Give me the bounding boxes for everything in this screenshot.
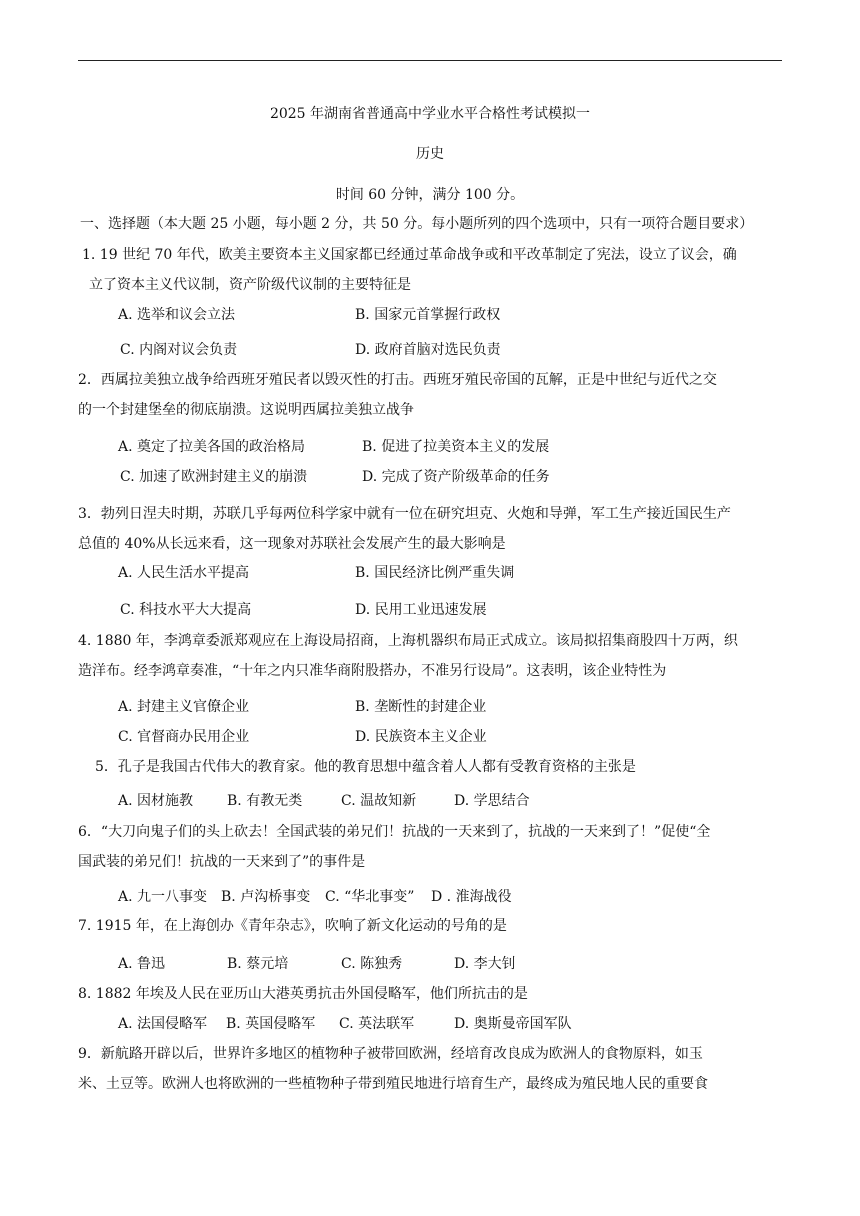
option-a[interactable]: A. 奠定了拉美各国的政治格局 <box>118 439 306 455</box>
option-b[interactable]: B. 国家元首掌握行政权 <box>355 307 501 323</box>
question-text: 4. 1880 年，李鸿章委派郑观应在上海设局招商，上海机器织布局正式成立。该局拟招集商股四十万两，织 <box>78 633 738 649</box>
option-c[interactable]: C. “华北事变” <box>325 889 415 905</box>
option-a[interactable]: A. 因材施教 <box>118 793 194 809</box>
question-text: 2．西属拉美独立战争给西班牙殖民者以毁灭性的打击。西班牙殖民帝国的瓦解，正是中世纪与近代之交 <box>78 372 717 388</box>
question-text: 3．勃列日涅夫时期，苏联几乎每两位科学家中就有一位在研究坦克、火炮和导弹，军工生产接近国民生产 <box>78 506 731 522</box>
question-text: 5．孔子是我国古代伟大的教育家。他的教育思想中蕴含着人人都有受教育资格的主张是 <box>95 759 636 775</box>
question-text: 的一个封建堡垒的彻底崩溃。这说明西属拉美独立战争 <box>78 402 414 418</box>
option-a[interactable]: A. 选举和议会立法 <box>118 307 236 323</box>
exam-title: 2025 年湖南省普通高中学业水平合格性考试模拟一 <box>269 106 591 122</box>
question-text: 8. 1882 年埃及人民在亚历山大港英勇抗击外国侵略军，他们所抗击的是 <box>78 986 528 1002</box>
option-a[interactable]: A. 鲁迅 <box>118 956 166 972</box>
question-text: 立了资本主义代议制，资产阶级代议制的主要特征是 <box>89 277 411 293</box>
option-d[interactable]: D . 淮海战役 <box>431 889 512 905</box>
option-b[interactable]: B. 有教无类 <box>227 793 303 809</box>
option-d[interactable]: D. 完成了资产阶级革命的任务 <box>362 469 550 485</box>
subject-title: 历史 <box>416 146 444 162</box>
option-c[interactable]: C. 官督商办民用企业 <box>118 729 250 745</box>
option-a[interactable]: A. 九一八事变 <box>118 889 208 905</box>
option-a[interactable]: A. 法国侵略军 <box>118 1016 208 1032</box>
option-c[interactable]: C. 温故知新 <box>341 793 417 809</box>
section-heading: 一、选择题（本大题 25 小题，每小题 2 分，共 50 分。每小题所列的四个选项中，只有一项符合题目要求） <box>80 216 754 232</box>
option-c[interactable]: C. 内阁对议会负责 <box>120 342 238 358</box>
option-d[interactable]: D. 李大钊 <box>454 956 516 972</box>
option-a[interactable]: A. 人民生活水平提高 <box>118 565 250 581</box>
question-text: 造洋布。经李鸿章奏准，“十年之内只准华商附股搭办，不准另行设局”。这表明，该企业特性为 <box>78 663 667 679</box>
option-c[interactable]: C. 陈独秀 <box>341 956 403 972</box>
option-c[interactable]: C. 科技水平大大提高 <box>120 602 252 618</box>
option-c[interactable]: C. 加速了欧洲封建主义的崩溃 <box>120 469 308 485</box>
question-text: 6．“大刀向鬼子们的头上砍去！全国武装的弟兄们！抗战的一天来到了，抗战的一天来到了！”促使“全 <box>78 824 711 840</box>
option-a[interactable]: A. 封建主义官僚企业 <box>118 699 250 715</box>
option-d[interactable]: D. 政府首脑对选民负责 <box>355 342 501 358</box>
time-info: 时间 60 分钟，满分 100 分。 <box>335 187 525 203</box>
question-text: 米、土豆等。欧洲人也将欧洲的一些植物种子带到殖民地进行培育生产，最终成为殖民地人民的重要食 <box>78 1076 708 1092</box>
question-text: 1. 19 世纪 70 年代，欧美主要资本主义国家都已经通过革命战争或和平改革制定了宪法，设立了议会，确 <box>82 247 737 263</box>
top-rule <box>78 60 782 61</box>
question-text: 7. 1915 年，在上海创办《青年杂志》，吹响了新文化运动的号角的是 <box>78 918 507 934</box>
option-b[interactable]: B. 英国侵略军 <box>226 1016 316 1032</box>
option-d[interactable]: D. 学思结合 <box>454 793 530 809</box>
option-d[interactable]: D. 民族资本主义企业 <box>355 729 487 745</box>
option-c[interactable]: C. 英法联军 <box>339 1016 415 1032</box>
option-b[interactable]: B. 促进了拉美资本主义的发展 <box>362 439 550 455</box>
option-b[interactable]: B. 卢沟桥事变 <box>221 889 311 905</box>
question-text: 总值的 40%从长远来看，这一现象对苏联社会发展产生的最大影响是 <box>78 536 506 552</box>
option-d[interactable]: D. 奥斯曼帝国军队 <box>454 1016 572 1032</box>
option-d[interactable]: D. 民用工业迅速发展 <box>355 602 487 618</box>
question-text: 9．新航路开辟以后，世界许多地区的植物种子被带回欧洲，经培育改良成为欧洲人的食物原料，如玉 <box>78 1046 703 1062</box>
option-b[interactable]: B. 垄断性的封建企业 <box>355 699 487 715</box>
question-text: 国武装的弟兄们！抗战的一天来到了”的事件是 <box>78 854 366 870</box>
option-b[interactable]: B. 蔡元培 <box>227 956 289 972</box>
option-b[interactable]: B. 国民经济比例严重失调 <box>355 565 515 581</box>
